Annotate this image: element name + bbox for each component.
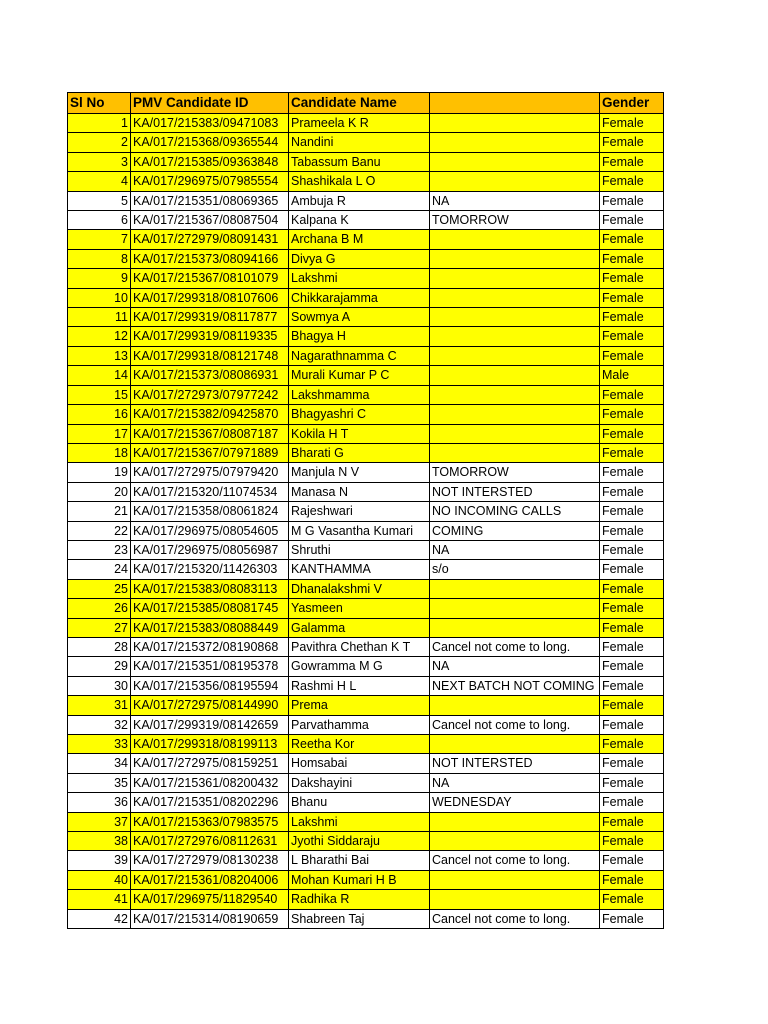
cell-gender: Female <box>600 793 664 812</box>
cell-sl-no: 4 <box>68 172 131 191</box>
cell-candidate-name: Mohan Kumari H B <box>289 870 430 889</box>
header-sl-no: Sl No <box>68 93 131 114</box>
table-body <box>68 114 664 929</box>
candidate-table <box>67 92 664 929</box>
cell-candidate-name: M G Vasantha Kumari <box>289 521 430 540</box>
cell-remark <box>430 346 600 365</box>
cell-remark: Cancel not come to long. <box>430 909 600 928</box>
cell-candidate-name: Bhagya H <box>289 327 430 346</box>
cell-gender: Female <box>600 172 664 191</box>
cell-candidate-id: KA/017/215368/09365544 <box>131 133 289 152</box>
cell-candidate-name: Lakshmi <box>289 269 430 288</box>
cell-candidate-id: KA/017/215385/08081745 <box>131 599 289 618</box>
cell-remark: NOT INTERSTED <box>430 482 600 501</box>
cell-sl-no: 28 <box>68 637 131 656</box>
cell-candidate-name: Dhanalakshmi V <box>289 579 430 598</box>
table-row <box>68 890 664 909</box>
cell-gender: Male <box>600 366 664 385</box>
table-row <box>68 385 664 404</box>
cell-gender: Female <box>600 560 664 579</box>
cell-sl-no: 26 <box>68 599 131 618</box>
cell-candidate-id: KA/017/272975/08144990 <box>131 696 289 715</box>
cell-remark: Cancel not come to long. <box>430 637 600 656</box>
cell-candidate-name: Bhanu <box>289 793 430 812</box>
cell-gender: Female <box>600 288 664 307</box>
cell-remark <box>430 288 600 307</box>
cell-gender: Female <box>600 191 664 210</box>
table-row <box>68 832 664 851</box>
cell-candidate-id: KA/017/215383/09471083 <box>131 114 289 133</box>
cell-remark: Cancel not come to long. <box>430 715 600 734</box>
cell-candidate-name: Prameela K R <box>289 114 430 133</box>
cell-candidate-id: KA/017/215351/08069365 <box>131 191 289 210</box>
table-row <box>68 482 664 501</box>
header-remark <box>430 93 600 114</box>
cell-sl-no: 42 <box>68 909 131 928</box>
cell-remark <box>430 890 600 909</box>
cell-gender: Female <box>600 637 664 656</box>
table-row <box>68 191 664 210</box>
cell-candidate-id: KA/017/215320/11426303 <box>131 560 289 579</box>
cell-candidate-id: KA/017/296975/08054605 <box>131 521 289 540</box>
table-row <box>68 599 664 618</box>
cell-sl-no: 3 <box>68 152 131 171</box>
cell-candidate-id: KA/017/215361/08200432 <box>131 773 289 792</box>
cell-remark: COMING <box>430 521 600 540</box>
cell-candidate-name: Homsabai <box>289 754 430 773</box>
cell-sl-no: 12 <box>68 327 131 346</box>
cell-remark <box>430 152 600 171</box>
cell-candidate-name: Manjula N V <box>289 463 430 482</box>
table-row <box>68 560 664 579</box>
cell-gender: Female <box>600 851 664 870</box>
cell-gender: Female <box>600 540 664 559</box>
header-row <box>68 93 664 114</box>
cell-sl-no: 6 <box>68 211 131 230</box>
cell-candidate-id: KA/017/299318/08121748 <box>131 346 289 365</box>
cell-remark <box>430 249 600 268</box>
cell-candidate-id: KA/017/215351/08202296 <box>131 793 289 812</box>
cell-candidate-id: KA/017/296975/11829540 <box>131 890 289 909</box>
cell-candidate-name: Reetha Kor <box>289 735 430 754</box>
cell-candidate-name: Lakshmamma <box>289 385 430 404</box>
cell-gender: Female <box>600 230 664 249</box>
cell-candidate-id: KA/017/296975/07985554 <box>131 172 289 191</box>
cell-gender: Female <box>600 773 664 792</box>
cell-candidate-name: Galamma <box>289 618 430 637</box>
cell-sl-no: 20 <box>68 482 131 501</box>
table-row <box>68 696 664 715</box>
cell-gender: Female <box>600 715 664 734</box>
cell-gender: Female <box>600 618 664 637</box>
cell-gender: Female <box>600 405 664 424</box>
cell-remark <box>430 832 600 851</box>
cell-sl-no: 9 <box>68 269 131 288</box>
cell-remark: NA <box>430 773 600 792</box>
cell-remark: TOMORROW <box>430 463 600 482</box>
cell-candidate-name: Shabreen Taj <box>289 909 430 928</box>
cell-candidate-id: KA/017/215367/08087504 <box>131 211 289 230</box>
cell-gender: Female <box>600 152 664 171</box>
cell-gender: Female <box>600 890 664 909</box>
header-candidate-name: Candidate Name <box>289 93 430 114</box>
cell-sl-no: 2 <box>68 133 131 152</box>
cell-sl-no: 21 <box>68 502 131 521</box>
cell-remark <box>430 424 600 443</box>
table-row <box>68 269 664 288</box>
cell-gender: Female <box>600 443 664 462</box>
cell-sl-no: 33 <box>68 735 131 754</box>
cell-candidate-id: KA/017/215361/08204006 <box>131 870 289 889</box>
cell-candidate-name: Shashikala L O <box>289 172 430 191</box>
cell-candidate-id: KA/017/215372/08190868 <box>131 637 289 656</box>
table-row <box>68 463 664 482</box>
table-row <box>68 618 664 637</box>
cell-sl-no: 39 <box>68 851 131 870</box>
cell-candidate-name: Rajeshwari <box>289 502 430 521</box>
cell-candidate-id: KA/017/215383/08088449 <box>131 618 289 637</box>
cell-sl-no: 10 <box>68 288 131 307</box>
cell-candidate-id: KA/017/299318/08107606 <box>131 288 289 307</box>
cell-gender: Female <box>600 114 664 133</box>
cell-gender: Female <box>600 327 664 346</box>
cell-sl-no: 17 <box>68 424 131 443</box>
cell-candidate-name: Bharati G <box>289 443 430 462</box>
cell-gender: Female <box>600 269 664 288</box>
cell-candidate-id: KA/017/215383/08083113 <box>131 579 289 598</box>
cell-remark <box>430 443 600 462</box>
cell-remark: NA <box>430 191 600 210</box>
cell-sl-no: 8 <box>68 249 131 268</box>
cell-candidate-id: KA/017/215373/08094166 <box>131 249 289 268</box>
cell-sl-no: 13 <box>68 346 131 365</box>
cell-sl-no: 19 <box>68 463 131 482</box>
cell-candidate-name: Murali Kumar P C <box>289 366 430 385</box>
cell-candidate-name: Manasa N <box>289 482 430 501</box>
table-row <box>68 230 664 249</box>
cell-candidate-id: KA/017/272979/08091431 <box>131 230 289 249</box>
cell-candidate-id: KA/017/272976/08112631 <box>131 832 289 851</box>
cell-remark <box>430 385 600 404</box>
table-row <box>68 773 664 792</box>
cell-remark <box>430 579 600 598</box>
cell-candidate-name: Shruthi <box>289 540 430 559</box>
cell-sl-no: 30 <box>68 676 131 695</box>
table-row <box>68 443 664 462</box>
cell-sl-no: 41 <box>68 890 131 909</box>
cell-gender: Female <box>600 308 664 327</box>
cell-candidate-name: Radhika R <box>289 890 430 909</box>
cell-candidate-name: Tabassum Banu <box>289 152 430 171</box>
cell-remark <box>430 735 600 754</box>
header-gender: Gender <box>600 93 664 114</box>
cell-remark <box>430 308 600 327</box>
cell-remark: s/o <box>430 560 600 579</box>
table-row <box>68 114 664 133</box>
cell-gender: Female <box>600 696 664 715</box>
cell-candidate-id: KA/017/215356/08195594 <box>131 676 289 695</box>
cell-sl-no: 1 <box>68 114 131 133</box>
table-row <box>68 405 664 424</box>
cell-gender: Female <box>600 385 664 404</box>
cell-remark: NA <box>430 540 600 559</box>
cell-candidate-name: Chikkarajamma <box>289 288 430 307</box>
table-row <box>68 308 664 327</box>
cell-gender: Female <box>600 870 664 889</box>
cell-candidate-name: Ambuja R <box>289 191 430 210</box>
cell-gender: Female <box>600 754 664 773</box>
cell-candidate-id: KA/017/215314/08190659 <box>131 909 289 928</box>
cell-gender: Female <box>600 463 664 482</box>
table-row <box>68 346 664 365</box>
cell-candidate-name: Nagarathnamma C <box>289 346 430 365</box>
table-row <box>68 870 664 889</box>
cell-gender: Female <box>600 249 664 268</box>
cell-sl-no: 40 <box>68 870 131 889</box>
cell-sl-no: 23 <box>68 540 131 559</box>
cell-candidate-name: Prema <box>289 696 430 715</box>
cell-candidate-id: KA/017/215367/08101079 <box>131 269 289 288</box>
cell-candidate-id: KA/017/296975/08056987 <box>131 540 289 559</box>
cell-gender: Female <box>600 424 664 443</box>
cell-candidate-name: Kokila H T <box>289 424 430 443</box>
header-candidate-id: PMV Candidate ID <box>131 93 289 114</box>
cell-remark <box>430 870 600 889</box>
cell-sl-no: 15 <box>68 385 131 404</box>
cell-remark <box>430 269 600 288</box>
cell-candidate-id: KA/017/299319/08142659 <box>131 715 289 734</box>
cell-sl-no: 35 <box>68 773 131 792</box>
cell-remark <box>430 812 600 831</box>
cell-candidate-id: KA/017/215363/07983575 <box>131 812 289 831</box>
cell-candidate-id: KA/017/272975/08159251 <box>131 754 289 773</box>
cell-remark <box>430 599 600 618</box>
cell-remark: NOT INTERSTED <box>430 754 600 773</box>
table-row <box>68 152 664 171</box>
cell-sl-no: 25 <box>68 579 131 598</box>
cell-candidate-id: KA/017/215367/08087187 <box>131 424 289 443</box>
table-row <box>68 211 664 230</box>
cell-candidate-id: KA/017/215320/11074534 <box>131 482 289 501</box>
cell-gender: Female <box>600 832 664 851</box>
cell-sl-no: 37 <box>68 812 131 831</box>
cell-candidate-id: KA/017/215382/09425870 <box>131 405 289 424</box>
table-row <box>68 521 664 540</box>
cell-candidate-name: Archana B M <box>289 230 430 249</box>
cell-candidate-name: Rashmi H L <box>289 676 430 695</box>
cell-sl-no: 22 <box>68 521 131 540</box>
cell-remark: TOMORROW <box>430 211 600 230</box>
cell-remark <box>430 114 600 133</box>
table-row <box>68 676 664 695</box>
cell-remark: NA <box>430 657 600 676</box>
cell-gender: Female <box>600 482 664 501</box>
cell-candidate-name: Yasmeen <box>289 599 430 618</box>
cell-candidate-id: KA/017/272973/07977242 <box>131 385 289 404</box>
cell-sl-no: 24 <box>68 560 131 579</box>
cell-candidate-id: KA/017/272979/08130238 <box>131 851 289 870</box>
table-row <box>68 909 664 928</box>
cell-gender: Female <box>600 909 664 928</box>
cell-gender: Female <box>600 502 664 521</box>
cell-remark <box>430 172 600 191</box>
table-row <box>68 172 664 191</box>
cell-sl-no: 5 <box>68 191 131 210</box>
table-row <box>68 735 664 754</box>
table-row <box>68 424 664 443</box>
cell-gender: Female <box>600 133 664 152</box>
table-row <box>68 327 664 346</box>
cell-gender: Female <box>600 579 664 598</box>
cell-candidate-name: Kalpana K <box>289 211 430 230</box>
cell-sl-no: 16 <box>68 405 131 424</box>
cell-candidate-id: KA/017/272975/07979420 <box>131 463 289 482</box>
cell-candidate-id: KA/017/215351/08195378 <box>131 657 289 676</box>
table-row <box>68 754 664 773</box>
cell-sl-no: 18 <box>68 443 131 462</box>
table-row <box>68 540 664 559</box>
cell-remark: NO INCOMING CALLS <box>430 502 600 521</box>
cell-candidate-id: KA/017/215385/09363848 <box>131 152 289 171</box>
cell-sl-no: 38 <box>68 832 131 851</box>
cell-gender: Female <box>600 521 664 540</box>
cell-candidate-id: KA/017/299318/08199113 <box>131 735 289 754</box>
cell-gender: Female <box>600 657 664 676</box>
table-row <box>68 637 664 656</box>
cell-sl-no: 34 <box>68 754 131 773</box>
table-row <box>68 133 664 152</box>
cell-candidate-id: KA/017/215367/07971889 <box>131 443 289 462</box>
cell-candidate-name: Gowramma M G <box>289 657 430 676</box>
cell-sl-no: 31 <box>68 696 131 715</box>
cell-remark <box>430 230 600 249</box>
cell-candidate-name: Dakshayini <box>289 773 430 792</box>
table-row <box>68 288 664 307</box>
cell-candidate-id: KA/017/215358/08061824 <box>131 502 289 521</box>
table-row <box>68 579 664 598</box>
cell-candidate-id: KA/017/299319/08119335 <box>131 327 289 346</box>
cell-candidate-name: L Bharathi Bai <box>289 851 430 870</box>
cell-gender: Female <box>600 812 664 831</box>
table-row <box>68 657 664 676</box>
cell-remark <box>430 696 600 715</box>
cell-remark <box>430 366 600 385</box>
cell-candidate-name: KANTHAMMA <box>289 560 430 579</box>
cell-remark: NEXT BATCH NOT COMING <box>430 676 600 695</box>
table-row <box>68 812 664 831</box>
cell-sl-no: 11 <box>68 308 131 327</box>
cell-candidate-name: Nandini <box>289 133 430 152</box>
cell-candidate-id: KA/017/299319/08117877 <box>131 308 289 327</box>
cell-candidate-name: Lakshmi <box>289 812 430 831</box>
table-row <box>68 715 664 734</box>
cell-candidate-name: Sowmya A <box>289 308 430 327</box>
cell-remark <box>430 327 600 346</box>
table-row <box>68 851 664 870</box>
cell-remark <box>430 618 600 637</box>
cell-sl-no: 14 <box>68 366 131 385</box>
cell-sl-no: 7 <box>68 230 131 249</box>
cell-sl-no: 36 <box>68 793 131 812</box>
cell-candidate-name: Bhagyashri C <box>289 405 430 424</box>
cell-gender: Female <box>600 599 664 618</box>
cell-gender: Female <box>600 676 664 695</box>
cell-sl-no: 32 <box>68 715 131 734</box>
cell-gender: Female <box>600 211 664 230</box>
cell-remark <box>430 133 600 152</box>
cell-sl-no: 29 <box>68 657 131 676</box>
cell-candidate-name: Parvathamma <box>289 715 430 734</box>
cell-candidate-name: Jyothi Siddaraju <box>289 832 430 851</box>
table-row <box>68 249 664 268</box>
table-row <box>68 793 664 812</box>
cell-gender: Female <box>600 346 664 365</box>
cell-remark: Cancel not come to long. <box>430 851 600 870</box>
cell-candidate-name: Divya G <box>289 249 430 268</box>
cell-remark <box>430 405 600 424</box>
table-row <box>68 366 664 385</box>
cell-remark: WEDNESDAY <box>430 793 600 812</box>
cell-gender: Female <box>600 735 664 754</box>
cell-candidate-id: KA/017/215373/08086931 <box>131 366 289 385</box>
table-row <box>68 502 664 521</box>
cell-sl-no: 27 <box>68 618 131 637</box>
cell-candidate-name: Pavithra Chethan K T <box>289 637 430 656</box>
